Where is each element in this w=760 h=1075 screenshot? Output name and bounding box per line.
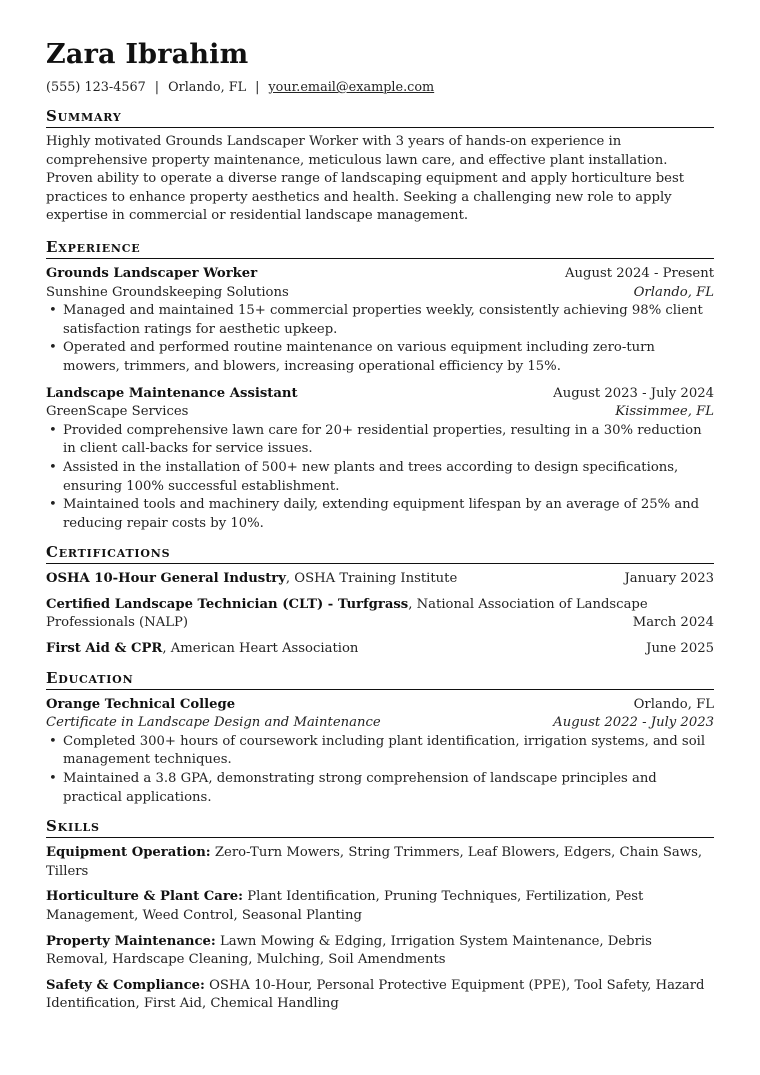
- certification-issuer: , American Heart Association: [162, 641, 359, 657]
- list-item: • Operated and performed routine maintenance on various equipment including zero-turn mowers, trimmers, and blowers, increasing operational efficiency by 15%.: [63, 339, 714, 376]
- skills-section: [46, 817, 714, 1014]
- job-entry: [46, 385, 714, 534]
- skill-entry: [46, 933, 714, 970]
- section-title-skills: Skills: [46, 817, 714, 838]
- phone-number: (555) 123-4567: [46, 80, 146, 95]
- section-title-summary: Summary: [46, 107, 714, 128]
- job-role: Grounds Landscaper Worker: [46, 265, 258, 281]
- certification-issuer: , OSHA Training Institute: [285, 571, 458, 587]
- certification-name: First Aid & CPR: [46, 641, 163, 657]
- certification-date: March 2024: [632, 615, 714, 631]
- skill-label: Property Maintenance:: [46, 933, 216, 949]
- summary-text: Highly motivated Grounds Landscaper Worker with 3 years of hands-on experience in comprehensive property maintenance, meticulous lawn care, and effective plant installation. Proven ability to operate a diverse range of landscaping equipment and apply horticulture best practices to enhance property aesthetics and health. Seeking a challenging new role to apply expertise in commercial or residential landscape management.: [46, 134, 685, 224]
- location: Orlando, FL: [168, 80, 247, 95]
- education-bullets: [46, 733, 714, 807]
- list-item: • Maintained a 3.8 GPA, demonstrating strong comprehension of landscape principles and practical applications.: [63, 770, 714, 807]
- certification-date: January 2023: [624, 571, 714, 587]
- education-dates: August 2022 - July 2023: [553, 715, 714, 731]
- job-role: Landscape Maintenance Assistant: [46, 385, 298, 401]
- certification-name: OSHA 10-Hour General Industry: [46, 571, 286, 587]
- skill-value: Lawn Mowing & Edging, Irrigation System Maintenance, Debris Removal, Hardscape Cleaning, Mulching, Soil Amendments: [46, 933, 652, 968]
- job-dates: August 2023 - July 2024: [553, 385, 714, 401]
- summary-section: [46, 107, 714, 226]
- list-item: • Assisted in the installation of 500+ new plants and trees according to design specifications, ensuring 100% successful establishment.: [63, 459, 714, 496]
- job-location: Orlando, FL: [633, 284, 714, 300]
- section-title-education: Education: [46, 669, 714, 690]
- contact-separator: |: [154, 80, 160, 95]
- skill-value: Plant Identification, Pruning Techniques, Fertilization, Pest Management, Weed Control, Seasonal Planting: [46, 889, 644, 923]
- list-item: • Maintained tools and machinery daily, extending equipment lifespan by an average of 25% and reducing repair costs by 10%.: [63, 496, 714, 533]
- list-item: • Provided comprehensive lawn care for 20+ residential properties, resulting in a 30% reduction in client call-backs for service issues.: [63, 422, 714, 459]
- candidate-name: Zara Ibrahim: [46, 39, 249, 70]
- education-section: [46, 669, 714, 808]
- skill-entry: [46, 888, 714, 925]
- section-title-experience: Experience: [46, 238, 714, 259]
- job-company: GreenScape Services: [46, 404, 189, 420]
- certification-issuer: , National Association of Landscape Professionals (NALP): [46, 596, 648, 631]
- skill-label: Equipment Operation:: [46, 845, 211, 861]
- certification-entry: [46, 640, 714, 659]
- certification-entry: [46, 596, 714, 633]
- skill-entry: [46, 844, 714, 881]
- certification-name: Certified Landscape Technician (CLT) - Turfgrass: [46, 596, 409, 612]
- skill-value: OSHA 10-Hour, Personal Protective Equipment (PPE), Tool Safety, Hazard Identification, First Aid, Chemical Handling: [46, 977, 705, 1012]
- skill-value: Zero-Turn Mowers, String Trimmers, Leaf Blowers, Edgers, Chain Saws, Tillers: [46, 845, 703, 879]
- job-dates: August 2024 - Present: [565, 265, 714, 281]
- list-item: • Managed and maintained 15+ commercial properties weekly, consistently achieving 98% client satisfaction ratings for aesthetic upkeep.: [63, 302, 714, 339]
- experience-section: [46, 238, 714, 533]
- skill-label: Safety & Compliance:: [46, 977, 205, 993]
- job-location: Kissimmee, FL: [615, 404, 714, 420]
- education-entry: [46, 696, 714, 808]
- contact-line: [46, 79, 714, 97]
- certifications-section: [46, 543, 714, 658]
- program-name: Certificate in Landscape Design and Maintenance: [46, 715, 381, 731]
- section-title-certifications: Certifications: [46, 543, 714, 564]
- skill-entry: [46, 977, 714, 1014]
- contact-separator: |: [255, 80, 260, 95]
- certification-date: June 2025: [646, 641, 714, 657]
- resume-page: [46, 0, 714, 1014]
- job-company: Sunshine Groundskeeping Solutions: [46, 284, 289, 300]
- job-bullets: [46, 302, 714, 376]
- school-name: Orange Technical College: [46, 696, 236, 712]
- list-item: • Completed 300+ hours of coursework including plant identification, irrigation systems, and soil management techniques.: [63, 733, 714, 770]
- email-link[interactable]: your.email@example.com: [268, 80, 435, 95]
- school-location: Orlando, FL: [633, 696, 714, 712]
- job-entry: [46, 265, 714, 377]
- job-bullets: [46, 422, 714, 534]
- certification-entry: [46, 570, 714, 589]
- skill-label: Horticulture & Plant Care:: [46, 889, 244, 905]
